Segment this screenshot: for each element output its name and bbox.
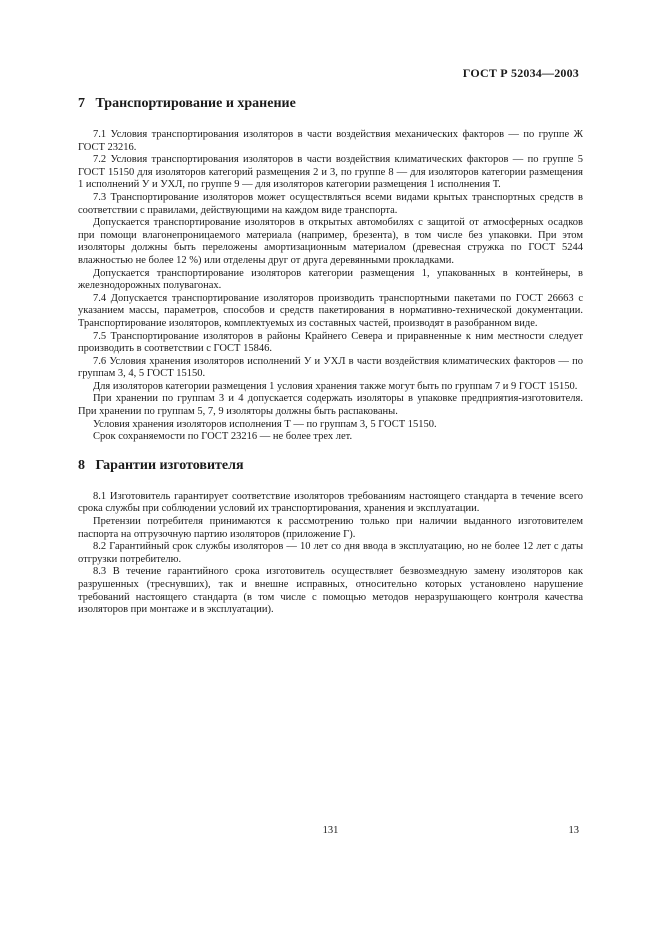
section-number: 7 <box>78 96 85 111</box>
section-title: Гарантии изготовителя <box>95 457 244 473</box>
section-8-heading <box>78 458 583 474</box>
paragraph: 7.2 Условия транспортирования изоляторов в части воздействия климатических факторов — по группе 5 ГОСТ 15150 для изоляторов категорий размещения 2 и 3, по группе 8 — для изоляторов категории размещения 1 исполнений У и УХЛ, по группе 9 — для изоляторов категории размещения 1 исполнения Т. <box>78 154 583 191</box>
paragraph: 7.1 Условия транспортирования изоляторов в части воздействия механических факторов — по группе Ж ГОСТ 23216. <box>78 129 583 153</box>
section-7-heading <box>78 96 583 112</box>
document-code: ГОСТ Р 52034—2003 <box>462 66 579 80</box>
paragraph: 7.6 Условия хранения изоляторов исполнений У и УХЛ в части воздействия климатических факторов — по группам 3, 4, 5 ГОСТ 15150. <box>78 355 583 380</box>
section-title: Транспортирование и хранение <box>95 96 296 111</box>
paragraph: При хранении по группам 3 и 4 допускается содержать изоляторы в упаковке предприятия-изготовителя. При хранении по группам 5, 7, 9 изоляторы должны быть распакованы. <box>78 393 583 418</box>
paragraph: 7.5 Транспортирование изоляторов в районы Крайнего Севера и приравненные к ним местности следует производить в соответствии с ГОСТ 15846. <box>78 330 583 355</box>
page-number-center: 131 <box>322 825 339 836</box>
page-number-right: 13 <box>568 825 579 836</box>
paragraph: Условия хранения изоляторов исполнения Т — по группам 3, 5 ГОСТ 15150. <box>93 418 437 430</box>
paragraph: Претензии потребителя принимаются к рассмотрению только при наличии выданного изготовителем паспорта на отгрузочную партию изоляторов (приложение Г). <box>78 516 583 540</box>
paragraph: Допускается транспортирование изоляторов в открытых автомобилях с защитой от атмосферных осадков при помощи влагонепроницаемого материала (например, брезента), в том числе без упаковки. При этом изоляторы должны быть переложены амортизационным материалом (древесная стружка по ГОСТ 5244 влажностью не более 12 %) или отделены друг от друга деревянными прокладками. <box>78 217 583 266</box>
section-number: 8 <box>78 457 85 473</box>
paragraph: Срок сохраняемости по ГОСТ 23216 — не более трех лет. <box>93 431 353 443</box>
section-7-body <box>78 129 583 444</box>
paragraph: 8.3 В течение гарантийного срока изготовитель осуществляет безвозмездную замену изоляторов как разрушенных (треснувших), так и внешне исправных, относительно которых установлено нарушение требований настоящего стандарта (в том числе с помощью методов неразрушающего контроля качества изоляторов при монтаже и в эксплуатации). <box>78 566 583 616</box>
paragraph: 8.1 Изготовитель гарантирует соответствие изоляторов требованиям настоящего стандарта в течение всего срока службы при соблюдении условий их транспортирования, хранения и эксплуатации. <box>78 490 583 515</box>
section-8-body <box>78 491 583 617</box>
paragraph: Допускается транспортирование изоляторов категории размещения 1, упакованных в контейнеры, в железнодорожных полувагонах. <box>78 267 583 292</box>
paragraph: 7.4 Допускается транспортирование изоляторов производить транспортными пакетами по ГОСТ 26663 с указанием массы, параметров, способов и средств пакетирования в нормативно-технической документации. Транспортирование изоляторов, комплектуемых из составных частей, производят в разобранном виде. <box>78 292 583 329</box>
paragraph: 7.3 Транспортирование изоляторов может осуществляться всеми видами крытых транспортных средств в соответствии с правилами, действующими на каждом виде транспорта. <box>78 191 583 216</box>
page-content <box>78 96 583 617</box>
paragraph: 8.2 Гарантийный срок службы изоляторов — 10 лет со дня ввода в эксплуатацию, но не более 12 лет с даты отгрузки потребителю. <box>78 541 583 565</box>
paragraph: Для изоляторов категории размещения 1 условия хранения также могут быть по группам 7 и 9 ГОСТ 15150. <box>93 380 578 392</box>
